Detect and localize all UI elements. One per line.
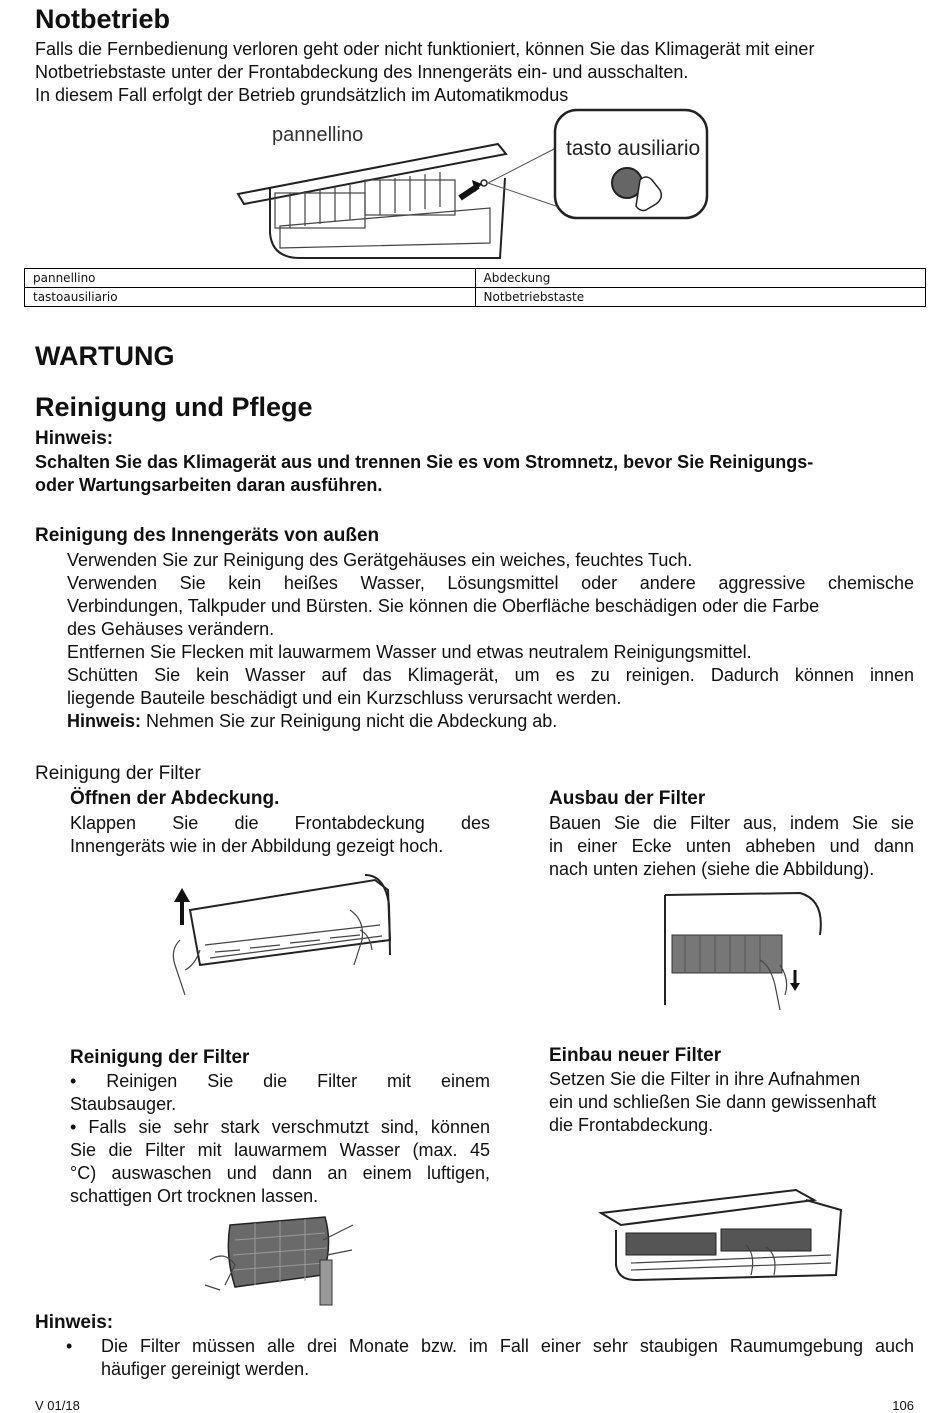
text-line: • Falls sie sehr stark verschmutzt sind, können (70, 1117, 490, 1137)
text-line: liegende Bauteile beschädigt und ein Kurzschluss verursacht werden. (67, 688, 622, 708)
footer-page-number: 106 (892, 1398, 914, 1413)
clean-filter-title: Reinigung der Filter (70, 1047, 250, 1068)
text-line: Setzen Sie die Filter in ihre Aufnahmen (549, 1069, 861, 1089)
text-line: Notbetriebstaste unter der Frontabdeckung des Innengeräts ein- und ausschalten. (35, 62, 689, 82)
final-note-text (101, 1335, 914, 1381)
clean-filter-text (70, 1070, 490, 1208)
text-line: Die Filter müssen alle drei Monate bzw. im Fall einer sehr staubigen Raumumgebung auch (101, 1336, 914, 1356)
install-filter-text (549, 1068, 914, 1137)
open-cover-illustration (160, 870, 420, 1000)
heading-filter: Reinigung der Filter (35, 763, 201, 784)
open-cover-title: Öffnen der Abdeckung. (70, 788, 280, 809)
text-line: Sie die Filter mit lauwarmem Wasser (max. 45 (70, 1140, 490, 1160)
text-line: ein und schließen Sie dann gewissenhaft (549, 1092, 877, 1112)
text-line: Bauen Sie die Filter aus, indem Sie sie (549, 813, 914, 833)
remove-filter-illustration (660, 885, 860, 1015)
safety-note (35, 451, 925, 497)
text-line: Staubsauger. (70, 1094, 177, 1114)
heading-aussen: Reinigung des Innengeräts von außen (35, 525, 380, 546)
text-line: Entfernen Sie Flecken mit lauwarmem Wasser und etwas neutralem Reinigungsmittel. (67, 642, 752, 662)
final-note-label: Hinweis: (35, 1312, 114, 1333)
text-line: • Reinigen Sie die Filter mit einem (70, 1071, 490, 1091)
table-cell: Abdeckung (475, 269, 926, 288)
section-title-notbetrieb: Notbetrieb (35, 4, 170, 34)
text-line: in einer Ecke unten abheben und dann (549, 836, 914, 856)
translation-table (24, 268, 926, 307)
text-line: Falls die Fernbedienung verloren geht oder nicht funktioniert, können Sie das Klimagerät mit einer (35, 39, 815, 59)
table-cell: tastoausiliario (25, 288, 476, 307)
hint-text: Nehmen Sie zur Reinigung nicht die Abdeckung ab. (141, 711, 558, 731)
table-row (25, 288, 926, 307)
note-label: Hinweis: (35, 428, 114, 449)
text-line: Schütten Sie kein Wasser auf das Klimagerät, um es zu reinigen. Dadurch können innen (67, 665, 914, 685)
remove-filter-text (549, 812, 914, 881)
text-line: des Gehäuses verändern. (67, 619, 275, 639)
aussen-text (67, 549, 914, 733)
table-row (25, 269, 926, 288)
text-line: Verbindungen, Talkpuder und Bürsten. Sie können die Oberfläche beschädigen oder die Farbe (67, 596, 820, 616)
text-line: Verwenden Sie zur Reinigung des Gerätgehäuses ein weiches, feuchtes Tuch. (67, 550, 693, 570)
section-title-wartung: WARTUNG (35, 341, 175, 371)
text-line: Innengeräts wie in der Abbildung gezeigt hoch. (70, 836, 444, 856)
table-cell: pannellino (25, 269, 476, 288)
clean-filter-illustration (205, 1215, 365, 1310)
install-filter-title: Einbau neuer Filter (549, 1045, 722, 1066)
install-filter-illustration (596, 1185, 856, 1295)
figure-label-button: tasto ausiliario (566, 137, 701, 160)
section-subtitle-reinigung: Reinigung und Pflege (35, 392, 313, 422)
text-line: oder Wartungsarbeiten daran ausführen. (35, 475, 383, 495)
final-note-bullet: • (66, 1336, 73, 1356)
text-line: °C) auswaschen und dann an einem luftigen, (70, 1163, 490, 1183)
remove-filter-title: Ausbau der Filter (549, 788, 706, 809)
hint-line (67, 710, 914, 733)
text-line: Klappen Sie die Frontabdeckung des (70, 813, 490, 833)
hint-label: Hinweis: (67, 711, 142, 731)
text-line: schattigen Ort trocknen lassen. (70, 1186, 319, 1206)
text-line: nach unten ziehen (siehe die Abbildung). (549, 859, 875, 879)
ac-unit-emergency-button-figure (0, 108, 950, 268)
open-cover-text (70, 812, 490, 858)
text-line: häufiger gereinigt werden. (101, 1359, 310, 1379)
notbetrieb-text (35, 38, 925, 107)
text-line: Verwenden Sie kein heißes Wasser, Lösungsmittel oder andere aggressive chemische (67, 573, 914, 593)
footer-version: V 01/18 (35, 1398, 80, 1413)
figure-label-panel: pannellino (272, 124, 364, 146)
text-line: Schalten Sie das Klimagerät aus und trennen Sie es vom Stromnetz, bevor Sie Reinigungs- (35, 452, 814, 472)
table-cell: Notbetriebstaste (475, 288, 926, 307)
text-line: In diesem Fall erfolgt der Betrieb grundsätzlich im Automatikmodus (35, 85, 569, 105)
text-line: die Frontabdeckung. (549, 1115, 714, 1135)
